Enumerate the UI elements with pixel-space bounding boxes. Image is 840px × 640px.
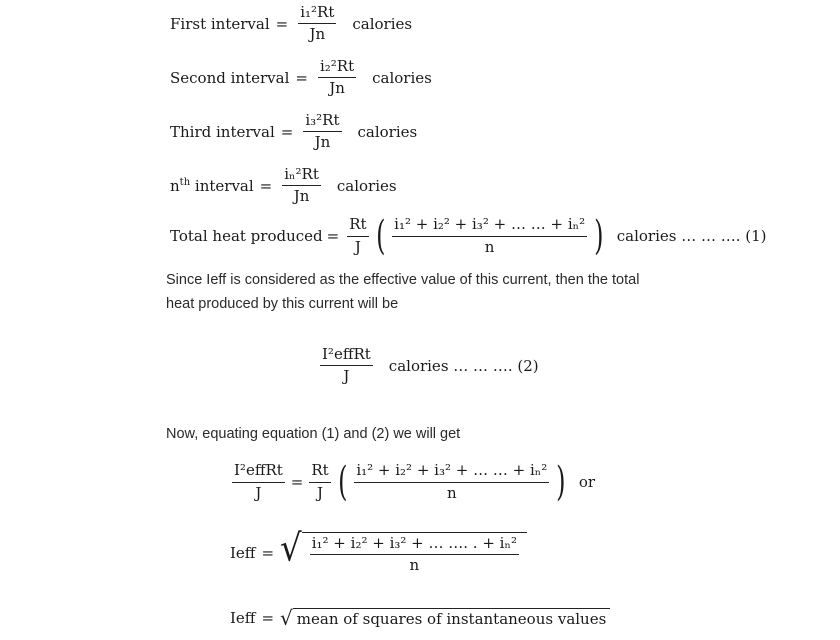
coefficient-fraction: [347, 216, 368, 256]
or-word: or: [578, 473, 596, 491]
equation-nth-interval: [170, 166, 397, 206]
fraction-numerator: iₙ²Rt: [282, 166, 321, 186]
equals-sign: =: [261, 609, 275, 627]
fraction-denominator: J: [354, 237, 361, 256]
label-rest: interval: [190, 176, 254, 195]
fraction: [298, 4, 336, 44]
equation-total-heat: [170, 213, 767, 259]
fraction-denominator: n: [484, 237, 495, 256]
fraction-denominator: J: [317, 483, 324, 502]
radical-sign: √: [280, 606, 293, 630]
ieff-lhs: Ieff: [230, 544, 256, 563]
fraction-numerator: Rt: [309, 462, 330, 482]
radicand: [302, 532, 527, 575]
unit-label: calories: [352, 14, 413, 33]
paragraph-line: Now, equating equation (1) and (2) we will get: [166, 426, 461, 442]
equation-tail: calories … … …. (2): [388, 356, 539, 375]
fraction: [282, 166, 321, 206]
fraction-numerator: i₁² + i₂² + i₃² + … … + iₙ²: [354, 462, 549, 482]
lhs-fraction: [232, 462, 285, 502]
equation-second-interval: [170, 58, 432, 98]
equals-sign: =: [261, 544, 275, 563]
fraction-denominator: Jn: [293, 187, 310, 206]
interval-label: First interval: [170, 14, 270, 33]
equals-sign: =: [326, 227, 340, 245]
fraction-denominator: J: [343, 367, 350, 386]
label-n: n: [170, 176, 180, 195]
equals-sign: =: [275, 14, 289, 33]
sum-fraction: [310, 535, 519, 575]
fraction-numerator: I²effRt: [232, 462, 285, 482]
equals-sign: =: [295, 68, 308, 87]
sum-fraction: [392, 216, 587, 256]
fraction-numerator: i₁² + i₂² + i₃² + … … + iₙ²: [392, 216, 587, 236]
label-superscript: th: [179, 176, 191, 188]
radical-sign: √: [280, 526, 302, 571]
fraction: [318, 58, 356, 98]
fraction-denominator: Jn: [329, 79, 345, 98]
square-root: [280, 608, 610, 628]
interval-label: Third interval: [170, 122, 275, 141]
fraction-denominator: Jn: [314, 133, 331, 152]
paragraph-line: heat produced by this current will be: [166, 296, 399, 312]
unit-label: calories: [357, 122, 418, 141]
square-root: [280, 526, 527, 575]
equals-sign: =: [280, 122, 294, 141]
total-label: Total heat produced: [170, 227, 323, 245]
fraction-denominator: n: [446, 483, 457, 502]
fraction-denominator: Jn: [309, 25, 326, 44]
interval-label: [170, 177, 254, 195]
radicand: mean of squares of instantaneous values: [293, 608, 611, 628]
fraction-numerator: I²effRt: [320, 346, 373, 366]
fraction-numerator: i₃²Rt: [303, 112, 341, 132]
fraction: [320, 346, 373, 386]
interval-label: Second interval: [170, 68, 290, 87]
equation-tail: calories … … …. (1): [616, 227, 767, 245]
equation-3: [228, 459, 596, 505]
equation-4: [230, 526, 527, 575]
fraction-numerator: i₁² + i₂² + i₃² + … …. . + iₙ²: [310, 535, 519, 555]
fraction-numerator: i₁²Rt: [298, 4, 336, 24]
equation-2: [316, 346, 539, 386]
fraction-denominator: J: [255, 483, 262, 502]
fraction-numerator: Rt: [347, 216, 368, 236]
left-paren: (: [375, 213, 386, 259]
paragraph-line: Since Ieff is considered as the effective value of this current, then the total: [166, 272, 640, 288]
left-paren: (: [337, 459, 348, 505]
equals-sign: =: [290, 473, 304, 491]
equals-sign: =: [259, 176, 273, 195]
unit-label: calories: [372, 68, 432, 87]
equation-5: [230, 608, 610, 628]
equation-first-interval: [170, 4, 412, 44]
fraction-denominator: n: [409, 556, 420, 575]
equation-third-interval: [170, 112, 417, 152]
coefficient-fraction: [309, 462, 330, 502]
fraction-numerator: i₂²Rt: [318, 58, 356, 78]
fraction: [303, 112, 341, 152]
right-paren: ): [556, 459, 566, 505]
unit-label: calories: [336, 176, 397, 195]
ieff-lhs: Ieff: [230, 609, 256, 627]
sum-fraction: [354, 462, 549, 502]
right-paren: ): [594, 213, 604, 259]
